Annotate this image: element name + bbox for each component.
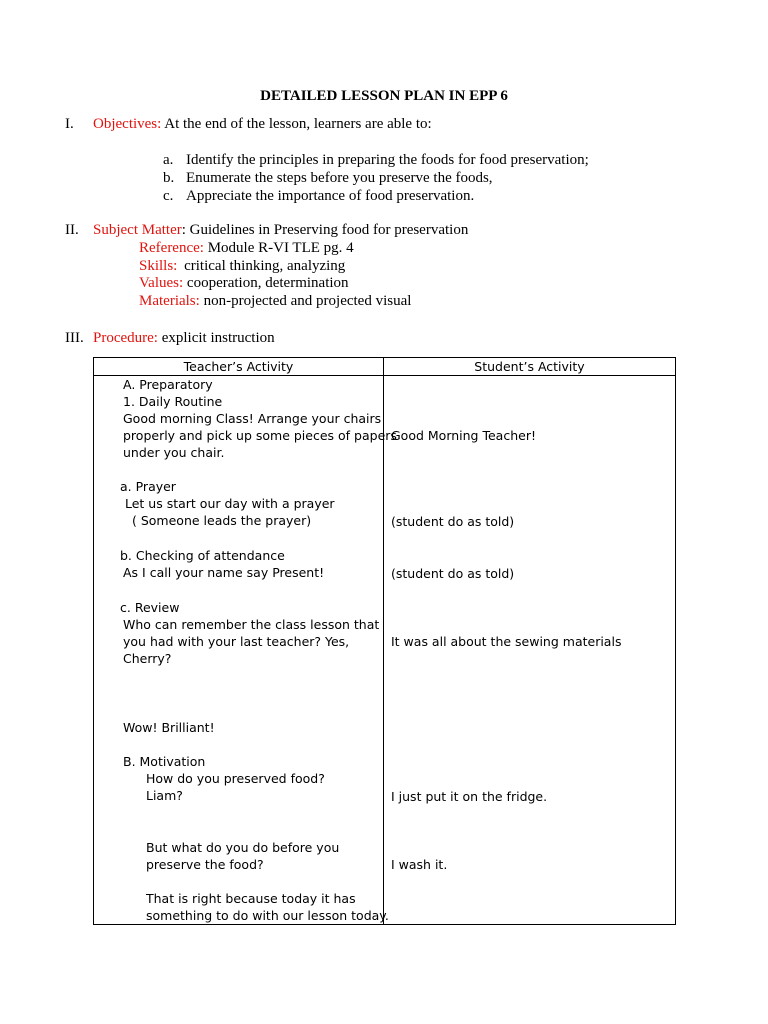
teacher-line: Cherry?	[123, 651, 172, 666]
materials-line	[139, 293, 411, 310]
teacher-activity-header: Teacher’s Activity	[94, 358, 384, 376]
skills-value: critical thinking, analyzing	[184, 258, 346, 274]
objectives-heading	[93, 116, 432, 133]
table-row	[94, 376, 676, 925]
teacher-line: Let us start our day with a prayer	[125, 496, 335, 511]
procedure-label: Procedure:	[93, 330, 158, 346]
student-activity-header: Student’s Activity	[384, 358, 676, 376]
student-line: Good Morning Teacher!	[391, 428, 536, 443]
materials-label: Materials:	[139, 293, 200, 309]
teacher-line: Wow! Brilliant!	[123, 720, 215, 735]
teacher-line: ( Someone leads the prayer)	[132, 513, 312, 528]
teacher-line: something to do with our lesson today.	[146, 908, 389, 923]
teacher-line: That is right because today it has	[146, 891, 356, 906]
student-line: I wash it.	[391, 857, 448, 872]
table-header-row	[94, 358, 676, 376]
values-value: cooperation, determination	[186, 275, 349, 291]
reference-line	[139, 240, 354, 257]
subject-matter-numeral: II.	[65, 222, 79, 238]
values-label: Values:	[139, 275, 184, 291]
teacher-line: a. Prayer	[120, 479, 176, 494]
student-line: (student do as told)	[391, 514, 515, 529]
subject-matter-label: Subject Matter	[93, 222, 182, 238]
procedure-numeral: III.	[65, 330, 84, 346]
objective-item: Identify the principles in preparing the foods for food preservation;	[186, 152, 589, 168]
objectives-numeral: I.	[65, 116, 74, 132]
reference-value: Module R-VI TLE pg. 4	[207, 240, 354, 256]
page-title: DETAILED LESSON PLAN IN EPP 6	[260, 88, 508, 104]
materials-value: non-projected and projected visual	[203, 293, 412, 309]
teacher-line: you had with your last teacher? Yes,	[123, 634, 350, 649]
values-line	[139, 275, 349, 292]
teacher-line: Who can remember the class lesson that	[123, 617, 380, 632]
skills-line	[139, 258, 345, 275]
teacher-line: How do you preserved food?	[146, 771, 325, 786]
subject-matter-heading	[93, 222, 468, 239]
teacher-line: 1. Daily Routine	[123, 394, 223, 409]
objective-marker: a.	[163, 152, 174, 168]
teacher-line: As I call your name say Present!	[123, 565, 325, 580]
skills-label: Skills:	[139, 258, 178, 274]
teacher-line: under you chair.	[123, 445, 225, 460]
teacher-line: Liam?	[146, 788, 183, 803]
reference-label: Reference:	[139, 240, 204, 256]
teacher-activity-cell	[94, 376, 397, 925]
objective-item: Appreciate the importance of food preservation.	[186, 188, 475, 204]
teacher-line: c. Review	[120, 600, 180, 615]
teacher-line: A. Preparatory	[123, 377, 213, 392]
teacher-line: preserve the food?	[146, 857, 264, 872]
student-line: (student do as told)	[391, 566, 515, 581]
subject-matter-text: : Guidelines in Preserving food for preservation	[181, 222, 469, 238]
student-activity-cell	[384, 376, 676, 925]
student-line: It was all about the sewing materials	[391, 634, 622, 649]
procedure-heading	[93, 330, 275, 347]
teacher-line: b. Checking of attendance	[120, 548, 285, 563]
objective-marker: b.	[163, 170, 175, 186]
objectives-label: Objectives:	[93, 116, 162, 132]
teacher-line: B. Motivation	[123, 754, 206, 769]
objective-item: Enumerate the steps before you preserve the foods,	[186, 170, 493, 186]
student-line: I just put it on the fridge.	[391, 789, 548, 804]
objectives-text: At the end of the lesson, learners are able to:	[164, 116, 432, 132]
procedure-table	[93, 357, 676, 925]
teacher-line: properly and pick up some pieces of papers	[123, 428, 397, 443]
teacher-line: But what do you do before you	[146, 840, 340, 855]
teacher-line: Good morning Class! Arrange your chairs	[123, 411, 382, 426]
objective-marker: c.	[163, 188, 174, 204]
procedure-text: explicit instruction	[161, 330, 275, 346]
